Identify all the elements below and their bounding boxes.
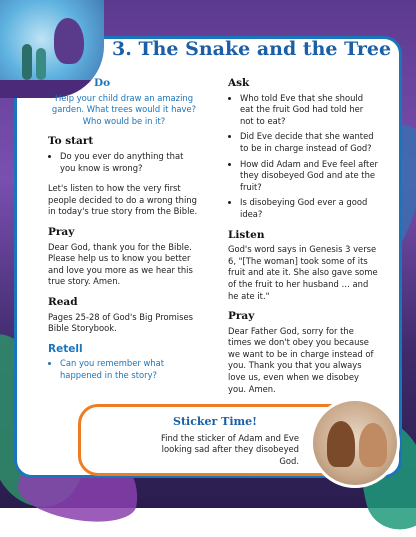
do-section: [48, 78, 200, 127]
adam-eve-portrait: [310, 398, 400, 488]
adam-figure: [359, 423, 387, 467]
list-item: • Did Eve decide that she wanted to be in charge instead of God?: [240, 131, 378, 154]
retell-list: [48, 358, 200, 381]
sticker-heading: Sticker Time!: [173, 415, 257, 428]
do-text: Help your child draw an amazing garden. What trees would it have? Who would be in it?: [51, 92, 197, 126]
list-item: • Can you remember what happened in the story?: [60, 358, 200, 381]
listen-heading: Listen: [228, 228, 265, 241]
do-heading: Do: [94, 77, 111, 89]
list-item: • Who told Eve that she should eat the fruit God had told her not to eat?: [240, 93, 378, 128]
retell-heading: Retell: [48, 342, 83, 355]
person-figure: [22, 44, 32, 80]
dinosaur-figure: [54, 18, 84, 64]
sticker-text: Find the sticker of Adam and Eve looking sad after they disobeyed God.: [160, 433, 299, 466]
read-heading: Read: [48, 295, 78, 308]
listen-text: God's word says in Genesis 3 verse 6, "[The woman] took some of its fruit and ate it. She also gave some of the fruit to her husband … and he ate it.": [228, 244, 378, 301]
right-column: [228, 78, 378, 404]
pray-heading: Pray: [48, 225, 75, 238]
ask-list: [228, 93, 378, 221]
list-item: • How did Adam and Eve feel after they disobeyed God and ate the fruit?: [240, 159, 378, 194]
ask-heading: Ask: [228, 77, 250, 89]
person-figure: [36, 48, 46, 80]
left-column: [48, 78, 200, 390]
pray-text: Dear Father God, sorry for the times we don't obey you because we want to be in charge instead of you. Thank you that you always love us, even when we disobey you. Amen.: [228, 325, 374, 394]
to-start-heading: To start: [48, 135, 94, 148]
to-start-text: Let's listen to how the very first people decided to do a wrong thing in today's true story from the Bible.: [48, 183, 198, 217]
eve-figure: [327, 421, 355, 467]
list-item: • Do you ever do anything that you know is wrong?: [60, 151, 200, 174]
page-title: 3. The Snake and the Tree: [112, 38, 392, 60]
pray-text: Dear God, thank you for the Bible. Please help us to know you better and love you more as we hear this true story. Amen.: [48, 241, 193, 287]
list-item: • Is disobeying God ever a good idea?: [240, 197, 378, 220]
pray-heading: Pray: [228, 310, 255, 323]
read-text: Pages 25-28 of God's Big Promises Bible Storybook.: [48, 311, 193, 334]
to-start-list: [48, 151, 200, 174]
